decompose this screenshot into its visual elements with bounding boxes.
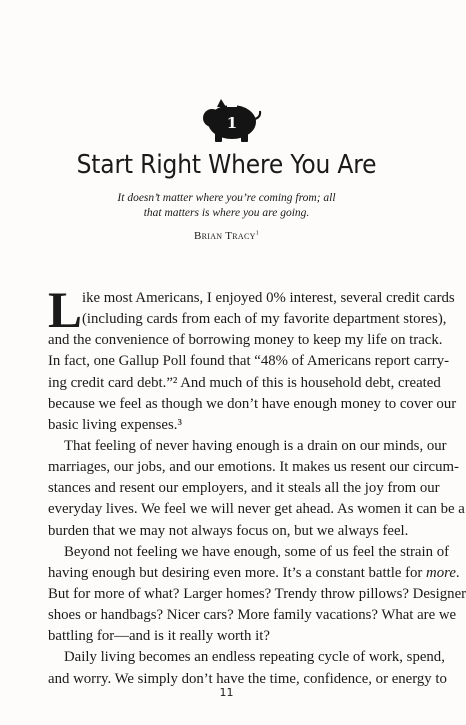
text-line: But for more of what? Larger homes? Trendy throw pillows? Designer <box>48 585 466 602</box>
footnote-ref: 1 <box>255 230 259 237</box>
text-line: stances and resent our employers, and it steals all the joy from our <box>48 480 440 497</box>
text-line: because we feel as though we don’t have enough money to cover our <box>48 395 457 412</box>
epigraph-line: that matters is where you are going. <box>143 207 310 219</box>
text-line: and worry. We simply don’t have the time, confidence, or energy to <box>48 670 447 687</box>
chapter-title: Start Right Where You Are <box>76 150 377 180</box>
epigraph-line: It doesn’t matter where you’re coming from; all <box>117 192 336 204</box>
piggy-bank-icon <box>201 95 263 143</box>
text-line: having enough but desiring even more. It’s a constant battle for more. <box>48 564 460 581</box>
chapter-number: 1 <box>226 114 238 132</box>
page-number: 11 <box>219 686 234 699</box>
drop-cap: L <box>48 283 83 339</box>
text-line: battling for—and is it really worth it? <box>48 628 270 645</box>
text-line: marriages, our jobs, and our emotions. It makes us resent our circum- <box>48 459 459 476</box>
text-line: Daily living becomes an endless repeating cycle of work, spend, <box>64 649 445 666</box>
text-line: everyday lives. We feel we will never get ahead. As women it can be a <box>48 501 465 518</box>
epigraph-author: Brian Tracy <box>193 230 256 242</box>
text-line: basic living expenses.³ <box>48 416 182 433</box>
epigraph-attribution <box>0 230 453 242</box>
text-line: (including cards from each of my favorite department stores), <box>82 311 447 328</box>
text-line: burden that we may not always focus on, but we always feel. <box>48 522 409 539</box>
epigraph <box>0 191 453 221</box>
text-line: ike most Americans, I enjoyed 0% interest, several credit cards <box>82 290 455 306</box>
text-line: ing credit card debt.”² And much of this is household debt, created <box>48 374 441 391</box>
text-line: In fact, one Gallup Poll found that “48% of Americans report carry- <box>48 353 450 370</box>
body-text <box>48 283 466 690</box>
text-line: Beyond not feeling we have enough, some of us feel the strain of <box>64 543 450 560</box>
text-line: shoes or handbags? Nicer cars? More family vacations? What are we <box>48 607 457 624</box>
text-line: and the convenience of borrowing money to keep my life on track. <box>48 332 443 349</box>
text-line: That feeling of never having enough is a drain on our minds, our <box>64 437 447 454</box>
